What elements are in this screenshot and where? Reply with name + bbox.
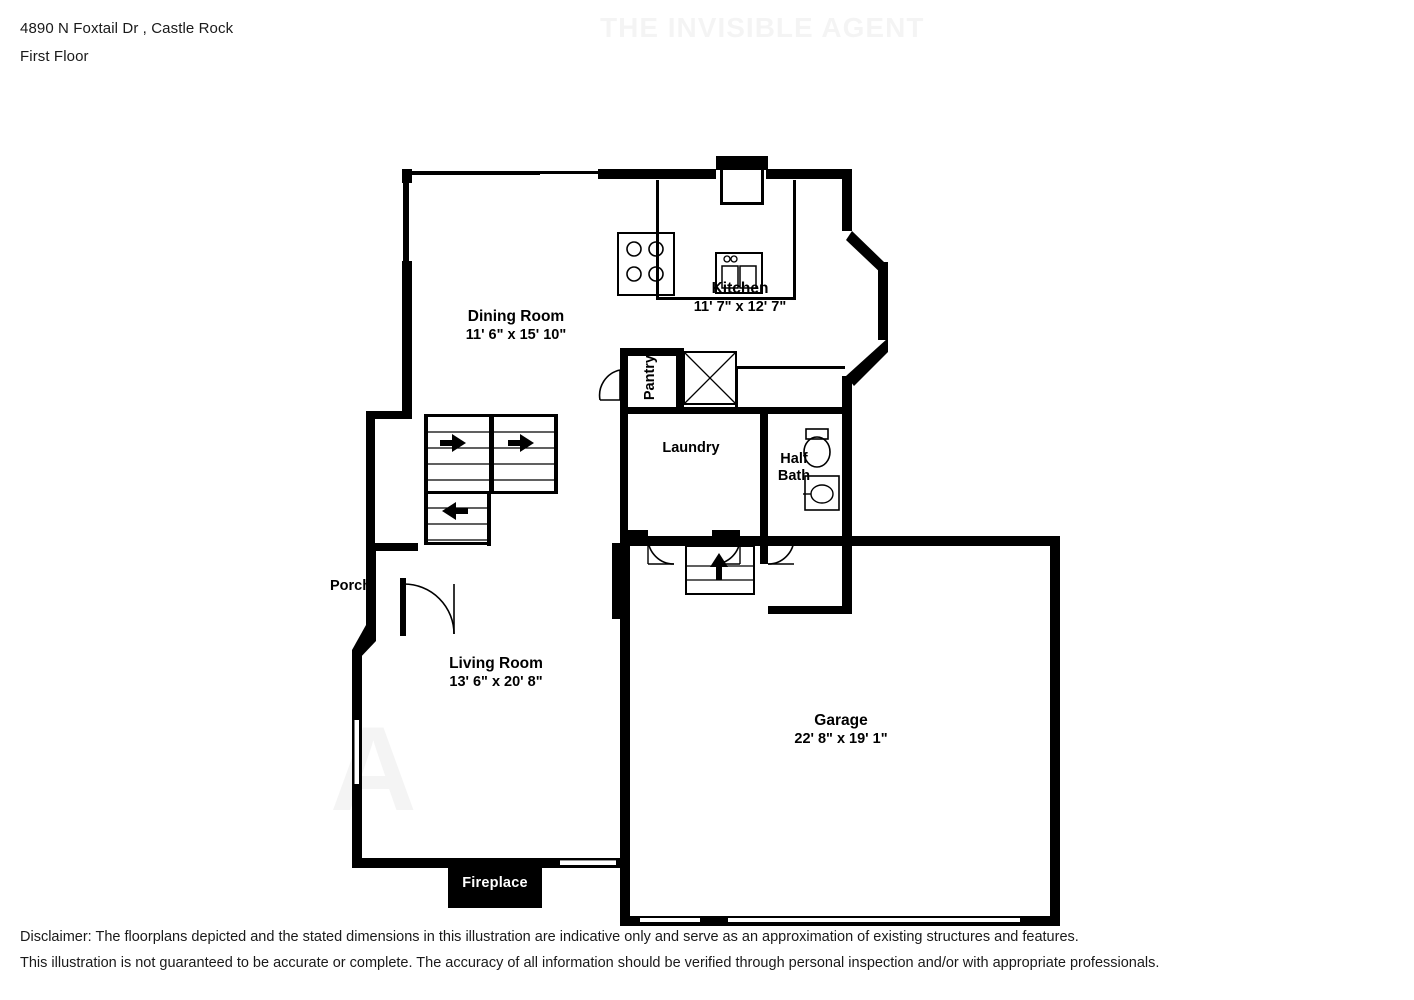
stair-up-arrow-2: [508, 434, 534, 452]
porch-name: Porch: [330, 578, 372, 594]
room-label-garage: [733, 711, 949, 749]
room-label-dining: [408, 307, 624, 345]
half-bath-name-line2: Bath: [777, 467, 811, 484]
disclaimer-line-2: This illustration is not guaranteed to be accurate or complete. The accuracy of all information should be verified through personal inspection and/or with appropriate professionals.: [20, 955, 1160, 971]
fireplace-label: [448, 858, 542, 908]
half-bath-name-line1: Half: [780, 451, 808, 467]
dining-room-dimensions: 11' 6" x 15' 10": [465, 327, 567, 344]
stair-down-arrow: [442, 502, 468, 520]
kitchen-name: Kitchen: [711, 280, 769, 297]
room-label-porch: [330, 577, 418, 595]
room-label-kitchen: [632, 279, 848, 317]
page-title-floor: First Floor: [20, 48, 89, 65]
watermark-top: [600, 12, 924, 44]
stair-up-arrow-garage: [710, 553, 728, 580]
floorplan-vector-layer: [0, 80, 1414, 920]
living-room-name: Living Room: [449, 655, 543, 672]
room-label-laundry: [636, 439, 746, 457]
fireplace-name: Fireplace: [462, 875, 528, 891]
page-title-address: 4890 N Foxtail Dr , Castle Rock: [20, 20, 234, 37]
disclaimer-line-1: Disclaimer: The floorplans depicted and the stated dimensions in this illustration are indicative only and serve as an approximation of existing structures and features.: [20, 929, 1079, 945]
living-room-dimensions: 13' 6" x 20' 8": [449, 674, 543, 691]
room-label-living: [388, 654, 604, 692]
floorplan-drawing: [0, 80, 1414, 920]
stair-up-arrow: [440, 434, 466, 452]
garage-name: Garage: [814, 712, 868, 729]
garage-dimensions: 22' 8" x 19' 1": [794, 731, 888, 748]
laundry-name: Laundry: [662, 440, 720, 456]
kitchen-dimensions: 11' 7" x 12' 7": [693, 299, 787, 316]
room-label-pantry: Pantry: [642, 355, 658, 401]
dining-room-name: Dining Room: [467, 308, 565, 325]
room-label-half-bath: [762, 451, 826, 484]
